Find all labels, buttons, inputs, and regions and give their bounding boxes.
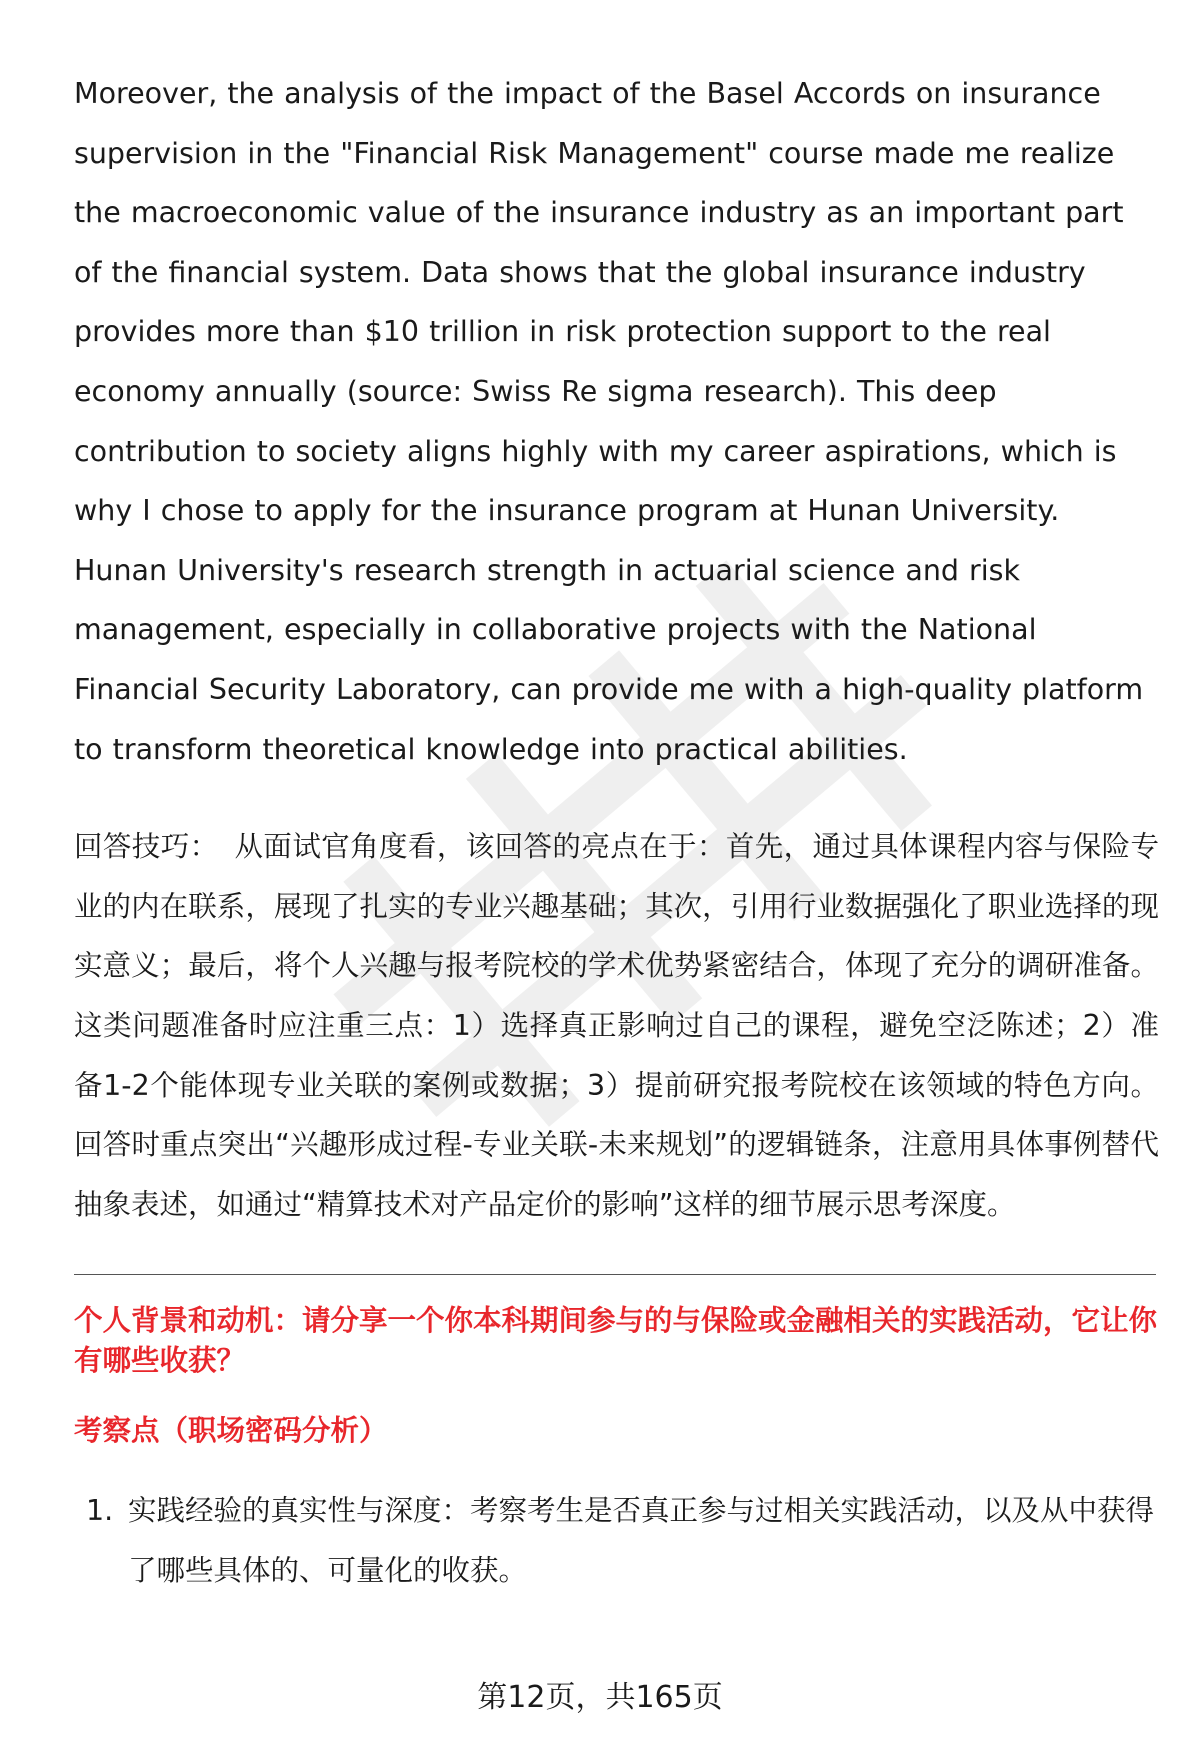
list-item — [74, 1481, 1159, 1600]
answer-tips-label: 回答技巧： — [74, 830, 219, 864]
english-paragraph: Moreover, the analysis of the impact of the Basel Accords on insurance supervision in the "Financial Risk Management" course made me realize the macroeconomic value of the insurance industry as an important part of the financial system. Data shows that the global insurance industry provides more than $10 trillion in risk protection support to the real economy annually (source: Swiss Re sigma research). This deep contribution to society aligns highly with my career aspirations, which is why I chose to apply for the insurance program at Hunan University. Hunan University's research strength in actuarial science and risk management, especially in collaborative projects with the National Financial Security Laboratory, can provide me with a high-quality platform to transform theoretical knowledge into practical abilities. — [74, 77, 1144, 766]
question-heading: 个人背景和动机：请分享一个你本科期间参与的与保险或金融相关的实践活动，它让你有哪些收获？ — [74, 1304, 1158, 1378]
assessment-points-heading: 考察点（职场密码分析） — [74, 1414, 388, 1448]
answer-tips-text: 从面试官角度看，该回答的亮点在于：首先，通过具体课程内容与保险专业的内在联系，展现了扎实的专业兴趣基础；其次，引用行业数据强化了职业选择的现实意义；最后，将个人兴趣与报考院校的学术优势紧密结合，体现了充分的调研准备。这类问题准备时应注重三点：1）选择真正影响过自己的课程，避免空泛陈述；2）准备1-2个能体现专业关联的案例或数据；3）提前研究报考院校在该领域的特色方向。回答时重点突出“兴趣形成过程-专业关联-未来规划”的逻辑链条，注意用具体事例替代抽象表述，如通过“精算技术对产品定价的影响”这样的细节展示思考深度。 — [74, 830, 1159, 1221]
list-item-text: 实践经验的真实性与深度：考察考生是否真正参与过相关实践活动，以及从中获得了哪些具体的、可量化的收获。 — [128, 1494, 1155, 1587]
assessment-points-list — [74, 1481, 1159, 1600]
page-content — [74, 64, 1159, 1600]
section-divider — [74, 1274, 1156, 1275]
list-item-number: 1. — [86, 1494, 114, 1528]
page-number-footer: 第12页，共165页 — [477, 1680, 723, 1715]
answer-tips-paragraph — [74, 817, 1159, 1234]
